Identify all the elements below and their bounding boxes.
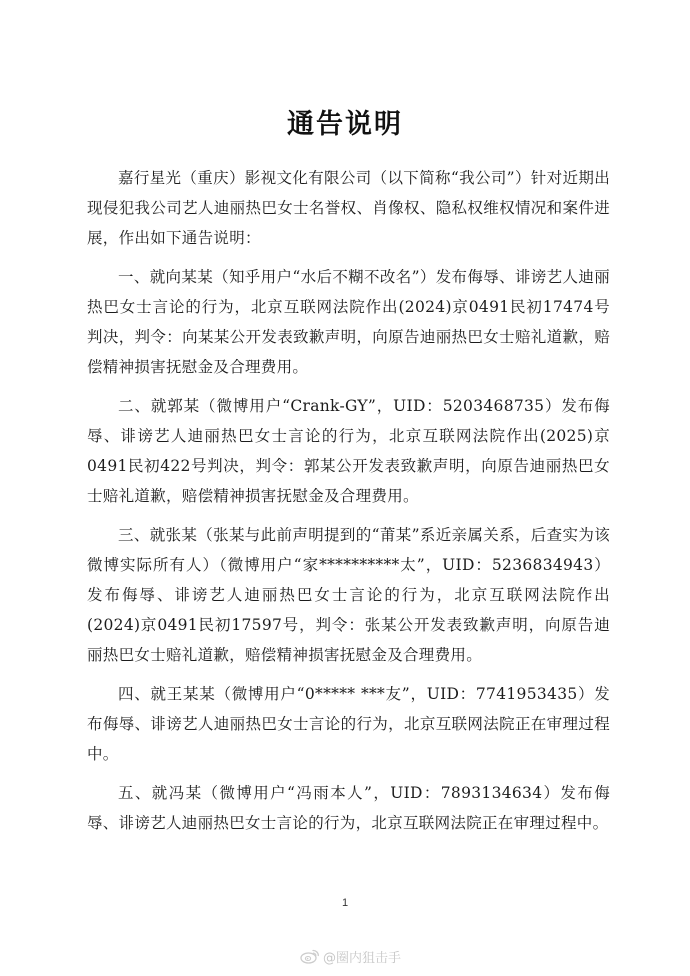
paragraph-intro: 嘉行星光（重庆）影视文化有限公司（以下简称“我公司”）针对近期出现侵犯我公司艺人迪丽热巴女士名誉权、肖像权、隐私权维权情况和案件进展，作出如下通告说明： xyxy=(87,169,610,247)
weibo-logo-icon xyxy=(300,948,320,964)
watermark xyxy=(300,945,401,967)
paragraph-item-2: 二、就郭某（微博用户“Crank-GY”，UID：5203468735）发布侮辱、诽谤艺人迪丽热巴女士言论的行为，北京互联网法院作出(2025)京0491民初422号判决，判令：郭某公开发表致歉声明，向原告迪丽热巴女士赔礼道歉，赔偿精神损害抚慰金及合理费用。 xyxy=(87,397,610,505)
paragraph-item-3: 三、就张某（张某与此前声明提到的“莆某”系近亲属关系，后查实为该微博实际所有人）（微博用户“家**********太”，UID：5236834943）发布侮辱、诽谤艺人迪丽热巴女士言论的行为，北京互联网法院作出(2024)京0491民初17597号，判令：张某公开发表致歉声明，向原告迪丽热巴女士赔礼道歉，赔偿精神损害抚慰金及合理费用。 xyxy=(87,526,610,664)
paragraph-item-4: 四、就王某某（微博用户“0***** ***友”，UID：7741953435）发布侮辱、诽谤艺人迪丽热巴女士言论的行为，北京互联网法院正在审理过程中。 xyxy=(87,685,610,763)
paragraph-item-1: 一、就向某某（知乎用户“水后不糊不改名”）发布侮辱、诽谤艺人迪丽热巴女士言论的行为，北京互联网法院作出(2024)京0491民初17474号判决，判令：向某某公开发表致歉声明，向原告迪丽热巴女士赔礼道歉，赔偿精神损害抚慰金及合理费用。 xyxy=(87,268,610,376)
paragraph-item-5: 五、就冯某（微博用户“冯雨本人”，UID：7893134634）发布侮辱、诽谤艺人迪丽热巴女士言论的行为，北京互联网法院正在审理过程中。 xyxy=(87,784,610,832)
document-title: 通告说明 xyxy=(287,109,403,140)
document-body xyxy=(87,163,610,847)
watermark-text: @圈内狙击手 xyxy=(323,950,402,966)
page-number: 1 xyxy=(341,897,349,909)
